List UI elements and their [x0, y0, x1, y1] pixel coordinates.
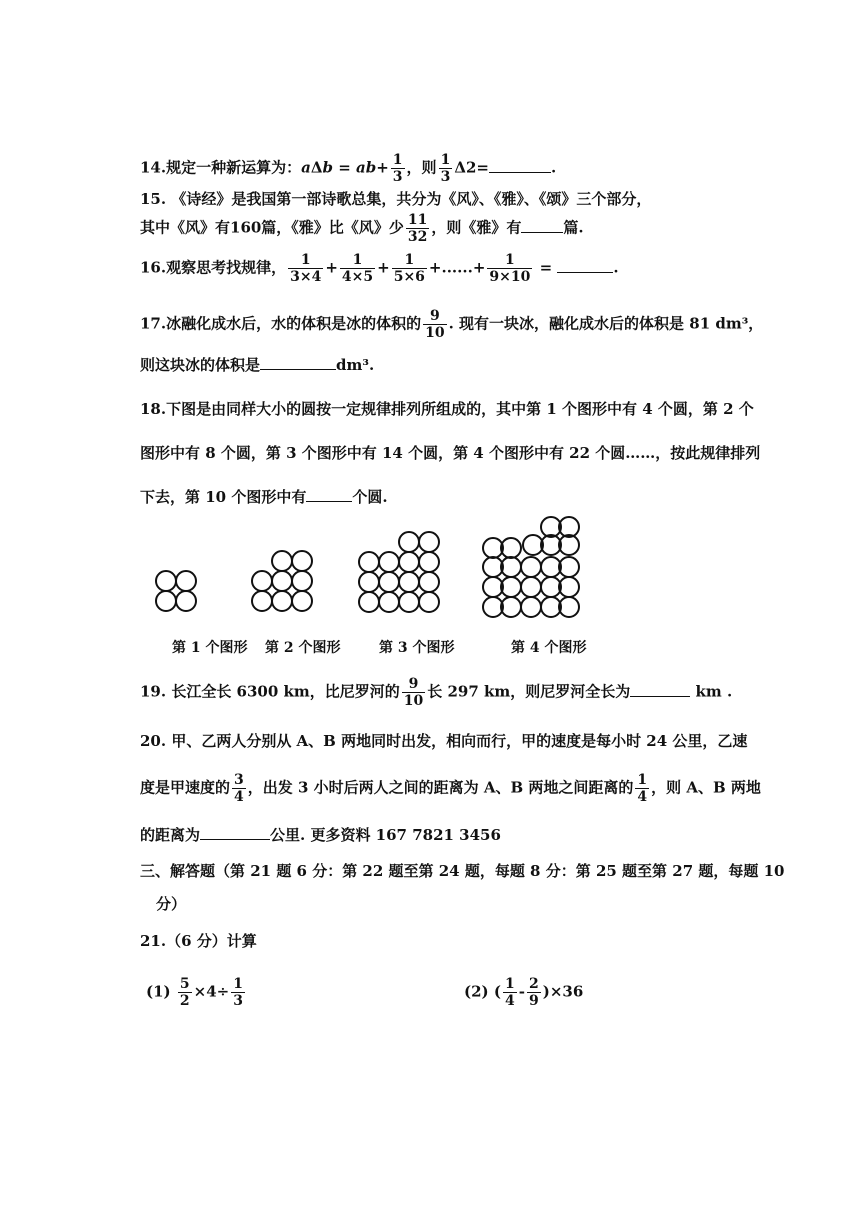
circle	[399, 552, 419, 572]
answer-blank[interactable]	[557, 258, 613, 273]
q14-eq: =	[332, 158, 356, 177]
frac-den: 4	[504, 993, 515, 1009]
circle	[359, 552, 379, 572]
question-20-line-3	[140, 824, 501, 846]
question-16	[140, 252, 619, 285]
q19-text-pre: 19. 长江全长 6300 km，比尼罗河的	[140, 682, 400, 701]
q14-prefix: 14.规定一种新运算为：	[140, 158, 302, 177]
q16-fraction-last	[487, 252, 532, 285]
q20-fraction-1	[232, 772, 246, 805]
frac-den: 3	[392, 169, 403, 185]
question-14	[140, 152, 556, 185]
circle	[272, 591, 292, 611]
q16-end: .	[613, 258, 619, 277]
answer-blank[interactable]	[489, 158, 551, 173]
frac-num: 1	[300, 252, 311, 268]
circle	[272, 571, 292, 591]
circle	[399, 572, 419, 592]
q19-fraction	[402, 676, 425, 709]
circle	[252, 591, 272, 611]
section-3-heading-line-1: 三、解答题（第 21 题 6 分：第 22 题至第 24 题，每题 8 分：第 25 题至第 27 题，每题 10	[140, 862, 785, 880]
q14-var-a: a	[301, 158, 311, 177]
frac-den: 10	[425, 325, 445, 341]
q21-part-1	[146, 976, 247, 1009]
q17-line2-pre: 则这块冰的体积是	[140, 356, 261, 374]
circle	[379, 592, 399, 612]
circle	[359, 572, 379, 592]
circle	[176, 591, 196, 611]
circle	[379, 552, 399, 572]
frac-den: 5×6	[393, 269, 425, 285]
figure-1-caption: 第 1 个图形	[172, 640, 248, 656]
q21-p1-fraction-1	[178, 976, 192, 1009]
question-18-line-1: 18.下图是由同样大小的圆按一定规律排列所组成的，其中第 1 个图形中有 4 个圆，第 2 个	[140, 400, 754, 418]
answer-blank[interactable]	[260, 355, 336, 370]
frac-den: 3×4	[290, 269, 322, 285]
q21-part-2-label: (2)	[464, 982, 489, 1001]
circle	[419, 532, 439, 552]
circle	[419, 572, 439, 592]
q17-text-mid: . 现有一块冰，融化成水后的体积是 81 dm³，	[448, 314, 764, 333]
plus-sign: +	[377, 258, 390, 277]
plus-sign: +	[325, 258, 338, 277]
q14-ab: ab	[356, 158, 377, 177]
frac-num: 1	[404, 252, 415, 268]
q21-p2-open: (	[493, 982, 501, 1001]
q14-var-b: b	[322, 158, 333, 177]
frac-den: 2	[179, 993, 190, 1009]
frac-num: 1	[504, 976, 515, 992]
q16-fraction-1	[288, 252, 323, 285]
q18-line3-end: 个圆.	[352, 488, 388, 506]
frac-den: 3	[233, 993, 243, 1009]
q14-fraction-2	[439, 152, 453, 185]
q17-fraction	[423, 308, 446, 341]
frac-num: 1	[637, 772, 648, 788]
q21-p2-close: )×36	[542, 982, 584, 1001]
q20-line2-mid: ，出发 3 小时后两人之间的距离为 A、B 两地之间距离的	[247, 778, 634, 797]
circle	[272, 551, 292, 571]
frac-den: 3	[440, 169, 451, 185]
q20-line3-pre: 的距离为	[140, 826, 201, 844]
frac-den: 10	[403, 693, 424, 709]
q15-fraction	[406, 212, 429, 245]
frac-den: 32	[407, 229, 428, 245]
question-18-line-3	[140, 486, 388, 508]
circle	[176, 571, 196, 591]
question-17-line-1	[140, 308, 763, 341]
q16-fraction-3	[392, 252, 427, 285]
circle	[292, 591, 312, 611]
question-15-line-2	[140, 212, 584, 245]
q21-p2-fraction-1	[503, 976, 517, 1009]
q16-fraction-2	[340, 252, 375, 285]
frac-num: 1	[233, 976, 243, 992]
figure-2-circles	[251, 550, 315, 614]
frac-den: 4	[637, 789, 648, 805]
q17-text-pre: 17.冰融化成水后，水的体积是冰的体积的	[140, 314, 422, 333]
figure-2-caption: 第 2 个图形	[265, 640, 341, 656]
figure-3-caption: 第 3 个图形	[379, 640, 455, 656]
q18-line3-pre: 下去，第 10 个图形中有	[140, 488, 307, 506]
circle	[399, 532, 419, 552]
circle	[292, 571, 312, 591]
circle	[379, 572, 399, 592]
answer-blank[interactable]	[630, 682, 690, 697]
frac-num: 5	[179, 976, 190, 992]
circle	[419, 592, 439, 612]
frac-num: 3	[234, 772, 244, 788]
q15-text-end: 篇.	[563, 218, 584, 237]
answer-blank[interactable]	[521, 218, 563, 233]
frac-den: 4	[234, 789, 244, 805]
q21-p2-fraction-2	[527, 976, 541, 1009]
circle	[521, 557, 541, 577]
q20-fraction-2	[635, 772, 649, 805]
circle	[156, 571, 176, 591]
answer-blank[interactable]	[200, 825, 270, 840]
figure-4-caption: 第 4 个图形	[511, 640, 587, 656]
q17-line2-end: dm³.	[336, 356, 375, 374]
q19-text-end: km .	[695, 682, 733, 701]
circle	[419, 552, 439, 572]
q14-delta: Δ	[310, 158, 323, 177]
q14-tail: Δ2=	[454, 158, 489, 177]
circle	[521, 597, 541, 617]
circle	[252, 571, 272, 591]
circle	[156, 591, 176, 611]
q20-line3-end: 公里. 更多资料 167 7821 3456	[270, 826, 501, 844]
question-15-line-1: 15. 《诗经》是我国第一部诗歌总集，共分为《风》、《雅》、《颂》三个部分，	[140, 190, 652, 208]
q20-line2-pre: 度是甲速度的	[140, 778, 231, 797]
q21-p2-minus: -	[518, 982, 525, 1001]
question-20-line-1: 20. 甲、乙两人分别从 A、B 两地同时出发，相向而行，甲的速度是每小时 24 公里，乙速	[140, 732, 748, 750]
frac-num: 9	[408, 676, 419, 692]
figure-4-circles	[481, 516, 581, 620]
answer-blank[interactable]	[306, 487, 352, 502]
frac-num: 1	[352, 252, 363, 268]
q21-part-2	[464, 976, 583, 1009]
frac-den: 9×10	[489, 269, 531, 285]
frac-num: 9	[429, 308, 440, 324]
q14-middle: ，则	[406, 158, 437, 177]
question-21-title: 21.（6 分）计算	[140, 932, 257, 950]
circle	[359, 592, 379, 612]
question-18-line-2: 图形中有 8 个圆，第 3 个图形中有 14 个圆，第 4 个图形中有 22 个圆……，按此规律排列	[140, 444, 761, 462]
frac-num: 11	[407, 212, 428, 228]
frac-num: 2	[528, 976, 539, 992]
q15-text-mid: ，则《雅》有	[431, 218, 522, 237]
question-20-line-2	[140, 772, 761, 805]
figure-1-circles	[155, 570, 199, 614]
circle	[521, 577, 541, 597]
q14-plus: +	[376, 158, 389, 177]
figure-3-circles	[358, 531, 442, 615]
q21-part-1-label: (1)	[146, 982, 171, 1001]
q15-text-pre: 其中《风》有160篇，《雅》比《风》少	[140, 218, 404, 237]
q19-text-mid: 长 297 km，则尼罗河全长为	[427, 682, 631, 701]
q14-end: .	[550, 158, 557, 177]
q20-line2-end: ，则 A、B 两地	[651, 778, 761, 797]
frac-den: 4×5	[341, 269, 374, 285]
q14-fraction-1	[391, 152, 405, 185]
circle	[399, 592, 419, 612]
q16-eq: =	[539, 258, 553, 277]
q16-prefix: 16.观察思考找规律，	[140, 258, 287, 277]
question-19	[140, 676, 732, 709]
frac-num: 1	[440, 152, 451, 168]
frac-num: 1	[392, 152, 403, 168]
section-3-heading-line-2: 分）	[156, 895, 187, 913]
q21-p1-fraction-2	[231, 976, 245, 1009]
q21-p1-mid: ×4÷	[193, 982, 230, 1001]
circle	[292, 551, 312, 571]
frac-num: 1	[505, 252, 515, 268]
frac-den: 9	[528, 993, 539, 1009]
question-17-line-2	[140, 354, 374, 376]
q16-ellipsis: +......+	[428, 258, 486, 277]
